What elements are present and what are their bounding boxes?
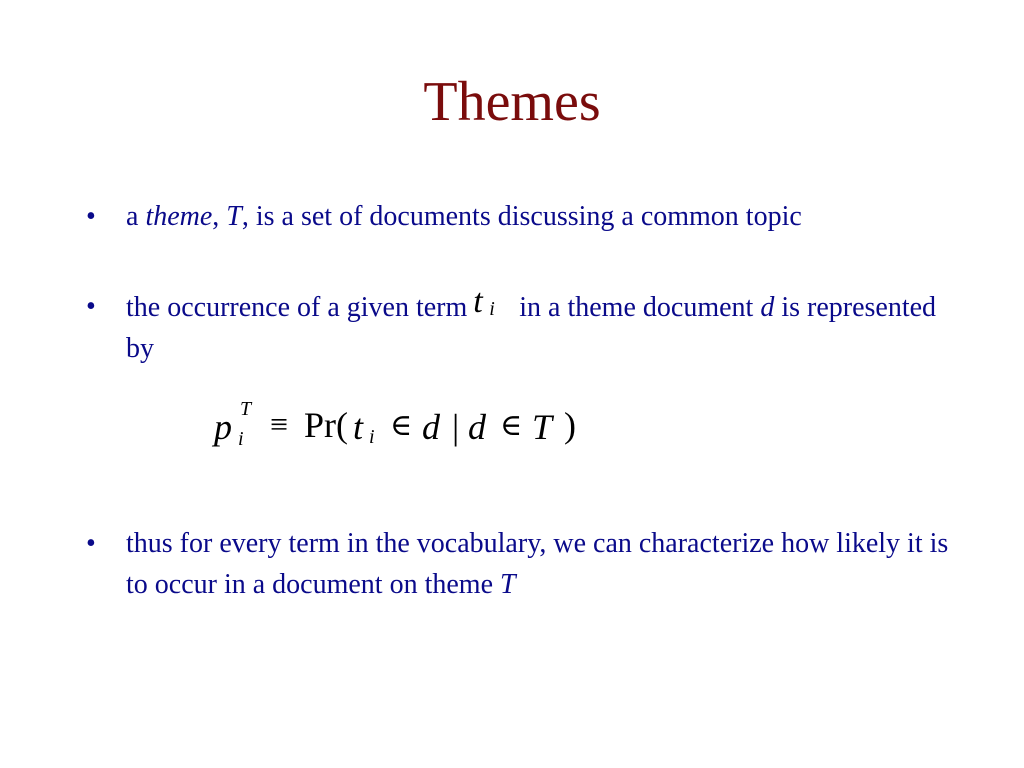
math-t: t [473,283,483,320]
formula-pr: Pr( [304,405,348,445]
bullet-item-vocabulary [80,523,960,605]
text-mid: in a theme document [519,292,761,323]
text-body: thus for every term in the vocabulary, we can characterize how likely it is to occur in a document on theme [126,528,949,600]
bullet-dot-icon: • [86,291,96,322]
text-comma: , [212,201,227,232]
text-rest: , is a set of documents discussing a common topic [241,201,802,232]
text-pre: the occurrence of a given term [126,292,468,323]
term-theme: theme [145,201,213,232]
formula-equiv: ≡ [270,406,289,442]
symbol-T: T [500,569,516,600]
bullet-item-theme-definition [80,196,960,237]
formula-given-bar: | [452,407,460,447]
text-a: a [126,201,146,232]
symbol-d: d [760,292,775,323]
formula-sub-i: i [238,428,244,450]
formula-d: d [422,407,440,447]
formula-close-paren: ) [564,405,576,445]
formula-element-of: ∈ [390,409,413,442]
math-t-sub-i [471,283,505,320]
bullet-text [126,523,960,605]
formula-t-sub-i: i [369,426,375,448]
math-i: i [489,298,495,320]
formula-sup-T: T [240,398,252,420]
formula-p: p [214,407,232,447]
formula-t: t [353,407,364,447]
formula-T: T [532,407,553,447]
bullet-item-term-occurrence [80,283,960,369]
probability-formula [212,398,632,458]
bullet-text [126,283,960,369]
text-post: is represented by [126,292,937,364]
bullet-dot-icon: • [86,528,96,559]
slide-title: Themes [423,71,601,133]
formula-element-of: ∈ [500,409,523,442]
bullet-dot-icon: • [86,201,96,232]
bullet-text [126,196,960,237]
symbol-T: T [226,201,242,232]
formula-d: d [468,407,486,447]
